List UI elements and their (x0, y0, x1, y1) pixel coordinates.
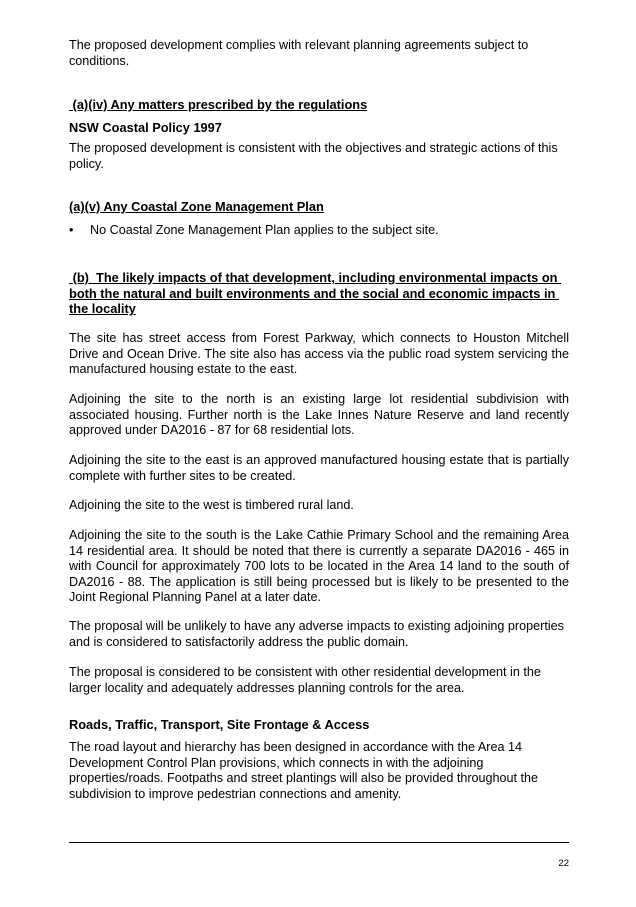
bullet-icon: • (69, 223, 74, 237)
paragraph-adjoining-south: Adjoining the site to the south is the Lake Cathie Primary School and the remaining Area 14 residential area. It should be noted that there is currently a separate DA2016 - 465 in with Council for approximately 700 lots to be located in the Area 14 land to the south of DA2016 - 88. The application is still being processed but is likely to be presented to the Joint Regional Planning Panel at a later date. (69, 528, 569, 605)
paragraph-site-access: The site has street access from Forest Parkway, which connects to Houston Mitchell Drive and Ocean Drive. The site also has access via the public road system servicing the manufactured housing estate to the east. (69, 331, 569, 377)
bullet-text-czmp: No Coastal Zone Management Plan applies to the subject site. (90, 223, 439, 237)
paragraph-adjoining-north: Adjoining the site to the north is an existing large lot residential subdivision with associated housing. Further north is the Lake Innes Nature Reserve and land recently approved under DA2016 - 87 for 68 residential lots. (69, 392, 569, 438)
heading-nsw-coastal-policy: NSW Coastal Policy 1997 (69, 120, 222, 135)
heading-a-v-coastal-zone-plan: (a)(v) Any Coastal Zone Management Plan (69, 199, 324, 214)
paragraph-coastal-policy: The proposed development is consistent with the objectives and strategic actions of this policy. (69, 141, 558, 171)
paragraph-residential-consistency: The proposal is considered to be consistent with other residential development in the larger locality and adequately addresses planning controls for the area. (69, 665, 541, 695)
paragraph-road-layout: The road layout and hierarchy has been designed in accordance with the Area 14 Development Control Plan provisions, which connects in with the adjoining properties/roads. Footpaths and street plantings will also be provided throughout the subdivision to improve pedestrian connections and amenity. (69, 740, 539, 801)
paragraph-planning-agreements: The proposed development complies with relevant planning agreements subject to conditions. (69, 38, 529, 68)
heading-a-iv-matters-prescribed: (a)(iv) Any matters prescribed by the regulations (69, 97, 368, 112)
paragraph-adverse-impacts: The proposal will be unlikely to have any adverse impacts to existing adjoining properties and is considered to satisfactorily address the public domain. (69, 619, 564, 649)
heading-roads-traffic: Roads, Traffic, Transport, Site Frontage & Access (69, 717, 370, 732)
heading-b-likely-impacts: (b) The likely impacts of that development, including environmental impacts on both the natural and built environments and the social and economic impacts in the locality (69, 270, 562, 317)
paragraph-adjoining-east: Adjoining the site to the east is an approved manufactured housing estate that is partially complete with further sites to be created. (69, 453, 569, 483)
paragraph-adjoining-west: Adjoining the site to the west is timbered rural land. (69, 498, 354, 512)
footer-divider (69, 842, 569, 843)
page-number: 22 (558, 858, 569, 869)
